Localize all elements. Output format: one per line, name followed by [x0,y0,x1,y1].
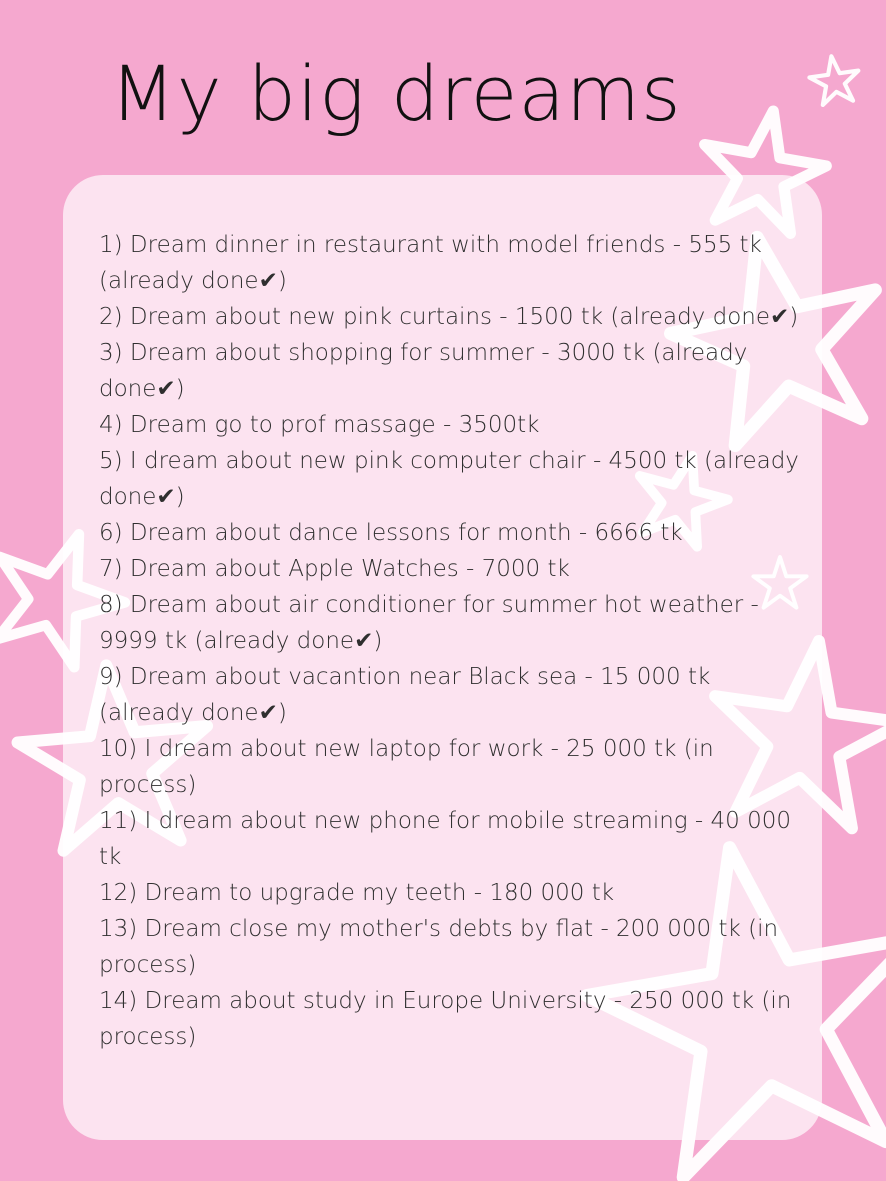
list-item: 11) I dream about new phone for mobile streaming - 40 000 tk [99,808,791,870]
list-item: 13) Dream close my mother's debts by flat - 200 000 tk (in process) [99,916,779,978]
list-item: 4) Dream go to prof massage - 3500tk [99,412,540,438]
dreams-card [63,175,822,1140]
list-item: 7) Dream about Apple Watches - 7000 tk [99,556,570,582]
list-item: 2) Dream about new pink curtains - 1500 tk (already done✔) [99,304,799,330]
list-item: 3) Dream about shopping for summer - 3000 tk (already done✔) [99,340,748,402]
page-title: My big dreams [110,49,682,138]
list-item: 8) Dream about air conditioner for summer hot weather - 9999 tk (already done✔) [99,592,759,654]
list-item: 6) Dream about dance lessons for month - 6666 tk [99,520,683,546]
list-item: 12) Dream to upgrade my teeth - 180 000 tk [99,880,615,906]
star-icon [807,53,863,106]
list-item: 9) Dream about vacantion near Black sea - 15 000 tk (already done✔) [99,664,711,726]
list-item: 5) I dream about new pink computer chair - 4500 tk (already done✔) [99,448,799,510]
list-item: 1) Dream dinner in restaurant with model friends - 555 tk (already done✔) [99,232,762,294]
list-item: 10) I dream about new laptop for work - 25 000 tk (in process) [99,736,714,798]
dreams-list [99,227,801,1055]
list-item: 14) Dream about study in Europe University - 250 000 tk (in process) [99,988,792,1050]
